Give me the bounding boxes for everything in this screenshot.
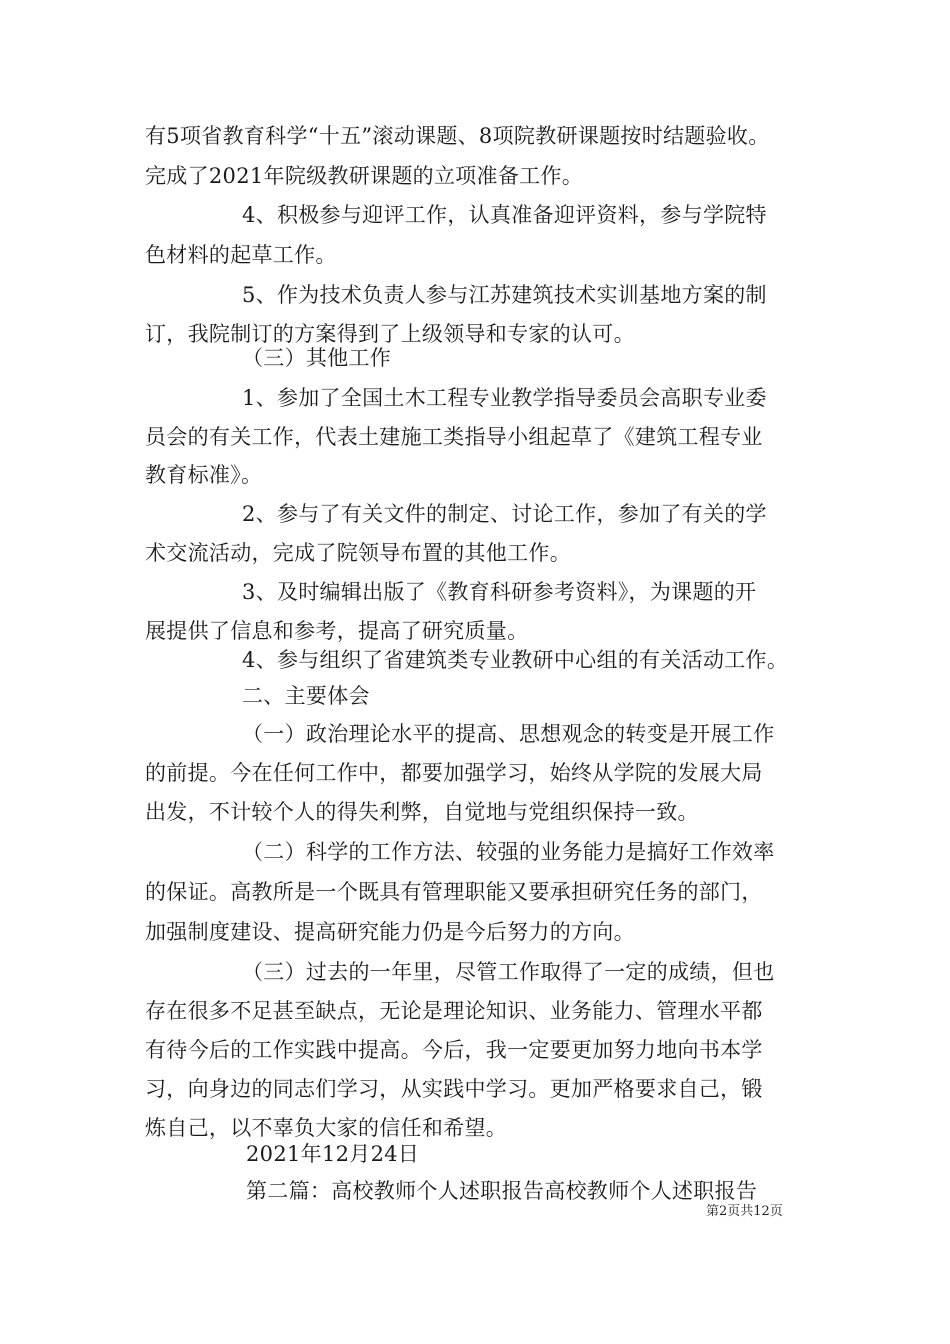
body-line: 的保证。高教所是一个既具有管理职能又要承担研究任务的部门，	[145, 880, 763, 904]
body-line: 术交流活动，完成了院领导布置的其他工作。	[145, 541, 571, 565]
body-line: 加强制度建设、提高研究能力仍是今后努力的方向。	[145, 920, 635, 944]
body-line: 色材料的起草工作。	[145, 243, 337, 267]
date-line: 2021年12月24日	[246, 1142, 420, 1166]
next-section-title: 第二篇：高校教师个人述职报告高校教师个人述职报告	[246, 1179, 758, 1203]
body-line: 教育标准》。	[145, 463, 263, 487]
section-heading: 二、主要体会	[242, 684, 370, 708]
body-line: （一）政治理论水平的提高、思想观念的转变是开展工作	[242, 722, 775, 746]
body-line: 的前提。今在任何工作中，都要加强学习，始终从学院的发展大局	[145, 761, 763, 785]
section-heading: （三）其他工作	[242, 346, 392, 370]
body-line: 出发，不计较个人的得失利弊，自觉地与党组织保持一致。	[145, 800, 699, 824]
body-line: 5、作为技术负责人参与江苏建筑技术实训基地方案的制	[242, 283, 767, 307]
body-line: 有5项省教育科学“十五”滚动课题、8项院教研课题按时结题验收。	[145, 124, 770, 148]
page-number: 第2页共12页	[706, 1204, 783, 1219]
body-line: 习，向身边的同志们学习，从实践中学习。更加严格要求自己，锻	[145, 1077, 763, 1101]
body-line: 有待今后的工作实践中提高。今后，我一定要更加努力地向书本学	[145, 1038, 763, 1062]
body-line: 展提供了信息和参考，提高了研究质量。	[145, 619, 529, 643]
body-line: 完成了2021年院级教研课题的立项准备工作。	[145, 164, 584, 188]
body-line: 存在很多不足甚至缺点，无论是理论知识、业务能力、管理水平都	[145, 999, 763, 1023]
body-line: （二）科学的工作方法、较强的业务能力是搞好工作效率	[242, 840, 775, 864]
body-line: 3、及时编辑出版了《教育科研参考资料》，为课题的开	[242, 580, 757, 604]
body-line: 4、参与组织了省建筑类专业教研中心组的有关活动工作。	[242, 648, 789, 672]
body-line: 1、参加了全国土木工程专业教学指导委员会高职专业委	[242, 386, 767, 410]
body-line: 员会的有关工作，代表土建施工类指导小组起草了《建筑工程专业	[145, 425, 763, 449]
body-line: 2、参与了有关文件的制定、讨论工作，参加了有关的学	[242, 502, 767, 526]
body-line: 4、积极参与迎评工作，认真准备迎评资料，参与学院特	[242, 203, 767, 227]
body-line: （三）过去的一年里，尽管工作取得了一定的成绩，但也	[242, 960, 775, 984]
body-line: 订，我院制订的方案得到了上级领导和专家的认可。	[145, 322, 635, 346]
body-line: 炼自己，以不辜负大家的信任和希望。	[145, 1116, 508, 1140]
